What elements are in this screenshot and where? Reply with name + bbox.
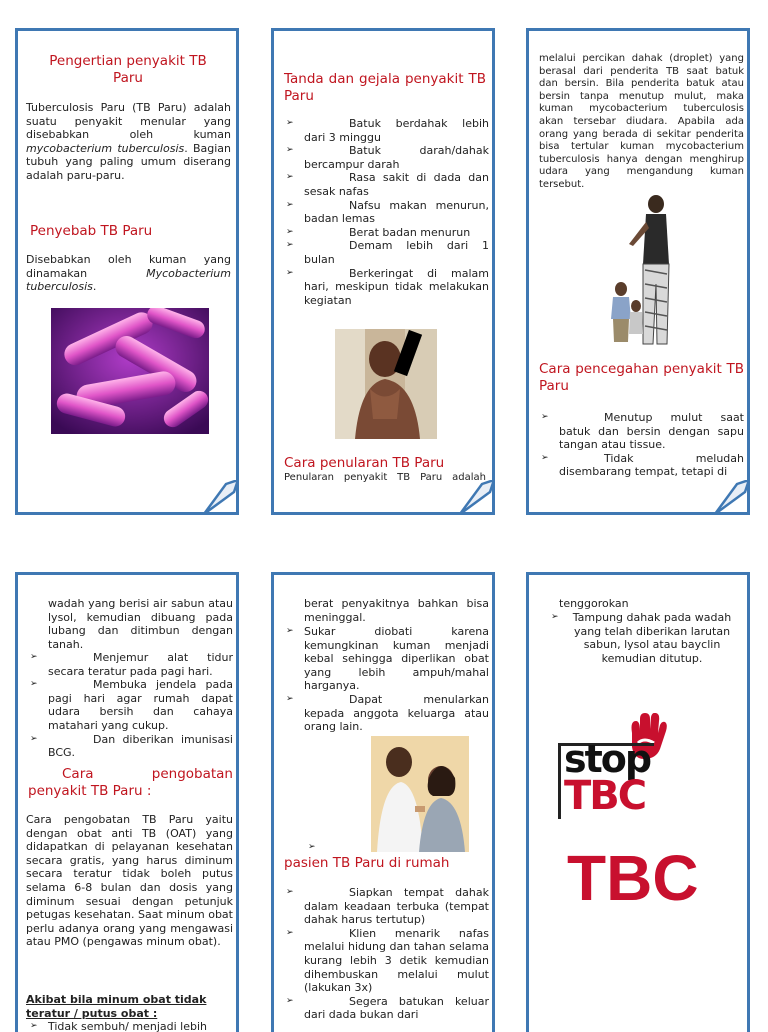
logo-stop-text: stop	[564, 737, 651, 781]
list-item: ➢ Batuk darah/dahak bercampur darah	[286, 144, 489, 171]
list-item: ➢ Tidak sembuh/ menjadi lebih	[30, 1020, 207, 1032]
list-item: ➢ Demam lebih dari 1 bulan	[286, 239, 489, 266]
heading-cara-pengobatan: Cara pengobatan penyakit TB Paru :	[28, 766, 233, 799]
list-item: ➢ Membuka jendela pada pagi hari agar rumah dapat udara bersih dan cahaya matahari yang cukup.	[30, 678, 233, 732]
paragraph-lanjutan: berat penyakitnya bahkan bisa meninggal.	[304, 597, 489, 624]
heading-cara-penularan: Cara penularan TB Paru	[284, 455, 445, 471]
home-care-list	[286, 886, 489, 1022]
consequence-list-continued	[286, 625, 489, 734]
heading-penyebab: Penyebab TB Paru	[30, 223, 153, 239]
patient-family-image	[371, 736, 469, 852]
panel-4	[15, 572, 239, 1032]
list-item: ➢ Siapkan tempat dahak dalam keadaan terbuka (tempat dahak harus tertutup)	[286, 886, 489, 927]
heading-pengertian: Pengertian penyakit TB Paru	[49, 53, 207, 86]
paragraph-lanjutan: tenggorokan	[559, 597, 629, 610]
list-item: ➢ Klien menarik nafas melalui hidung dan tahan selama kurang lebih 3 detik kemudian dihembuskan melalui mulut (lakukan 3x)	[286, 926, 489, 995]
consequence-list	[30, 1020, 233, 1032]
heading-tanda-gejala: Tanda dan gejala penyakit TB Paru	[284, 71, 486, 104]
prevention-list	[541, 411, 744, 479]
bacteria-image	[51, 308, 209, 434]
list-item: ➢ Berat badan menurun	[286, 225, 471, 239]
subheading-akibat: Akibat bila minum obat tidak teratur / putus obat :	[26, 993, 207, 1020]
panel-5	[271, 572, 495, 1032]
panel-1	[15, 28, 239, 515]
paragraph-pengertian: Tuberculosis Paru (TB Paru) adalah suatu penyakit menular yang disebabkan oleh kuman mycobacterium tuberculosis. Bagian tubuh yang paling umum diserang adalah paru-paru.	[26, 101, 231, 182]
list-item: ➢ Menutup mulut saat batuk dan bersin dengan sapu tangan atau tissue.	[541, 411, 744, 452]
panel-2	[271, 28, 495, 515]
home-care-list-continued	[551, 611, 737, 665]
list-item: ➢ Tampung dahak pada wadah yang telah diberikan larutan sabun, lysol atau bayclin kemudian ditutup.	[551, 611, 732, 665]
paragraph-penyebab: Disebabkan oleh kuman yang dinamakan Mycobacterium tuberculosis.	[26, 253, 231, 294]
page-fold-icon	[204, 480, 238, 514]
logo-tbc-text: TBC	[564, 773, 646, 819]
list-item: ➢ Nafsu makan menurun, badan lemas	[286, 198, 489, 226]
panel-6	[526, 572, 750, 1032]
heading-pasien-dirumah: pasien TB Paru di rumah	[284, 855, 450, 871]
coughing-person-image	[335, 329, 437, 439]
heading-cara-pencegahan: Cara pencegahan penyakit TB Paru	[539, 361, 744, 394]
list-item: ➢ Batuk berdahak lebih dari 3 minggu	[286, 117, 489, 144]
empty-bullet-icon: ➢	[308, 842, 316, 852]
paragraph-penularan: Penularan penyakit TB Paru adalah	[284, 472, 486, 483]
page-fold-icon	[715, 480, 749, 514]
list-item: ➢ Rasa sakit di dada dan sesak nafas	[286, 171, 489, 198]
list-item: ➢ Tidak meludah disembarang tempat, tetapi di	[541, 451, 744, 479]
list-item: ➢ Segera batukan keluar dari dada bukan dari	[286, 994, 489, 1022]
paragraph-penularan-lanjutan: melalui percikan dahak (droplet) yang berasal dari penderita TB saat batuk dan bersin. Bila penderita batuk atau bersin tanpa menutup mulut, maka kuman mycobacterium tuberculosis akan tersebar diudara. Apabila ada orang yang berada di sekitar penderita bisa tertular kuman mycobacterium tuberculosis hanya dengan menghirup udara yang mengandung kuman tersebut.	[539, 53, 744, 190]
page-fold-icon	[460, 480, 494, 514]
family-image	[601, 194, 681, 350]
panel-3	[526, 28, 750, 515]
stop-tbc-logo	[558, 713, 658, 819]
paragraph-pengobatan: Cara pengobatan TB Paru yaitu dengan obat anti TB (OAT) yang didapatkan di pelayanan kesehatan secara gratis, yang harus diminum secara teratur tidak boleh putus selama 6-8 bulan dan dosis yang diminum sesuai dengan petunjuk petugas kesehatan. Saat minum obat perlu adanya orang yang mengawasi atau PMO (pengawas minum obat).	[26, 813, 233, 949]
list-item: ➢ Dan diberikan imunisasi BCG.	[30, 732, 233, 760]
symptom-list	[286, 117, 489, 307]
big-tbc-title: TBC	[567, 842, 699, 914]
list-item: ➢ Menjemur alat tidur secara teratur pada pagi hari.	[30, 651, 233, 678]
list-item: ➢ Sukar diobati karena kemungkinan kuman menjadi kebal sehingga diperlikan obat yang lebih ampuh/mahal harganya.	[286, 625, 489, 693]
prevention-list-continued	[30, 651, 233, 760]
paragraph-lanjutan: wadah yang berisi air sabun atau lysol, kemudian dibuang pada lubang dan ditimbun dengan tanah.	[48, 597, 233, 651]
list-item: ➢ Dapat menularkan kepada anggota keluarga atau orang lain.	[286, 692, 489, 734]
list-item: ➢ Berkeringat di malam hari, meskipun tidak melakukan kegiatan	[286, 266, 489, 307]
